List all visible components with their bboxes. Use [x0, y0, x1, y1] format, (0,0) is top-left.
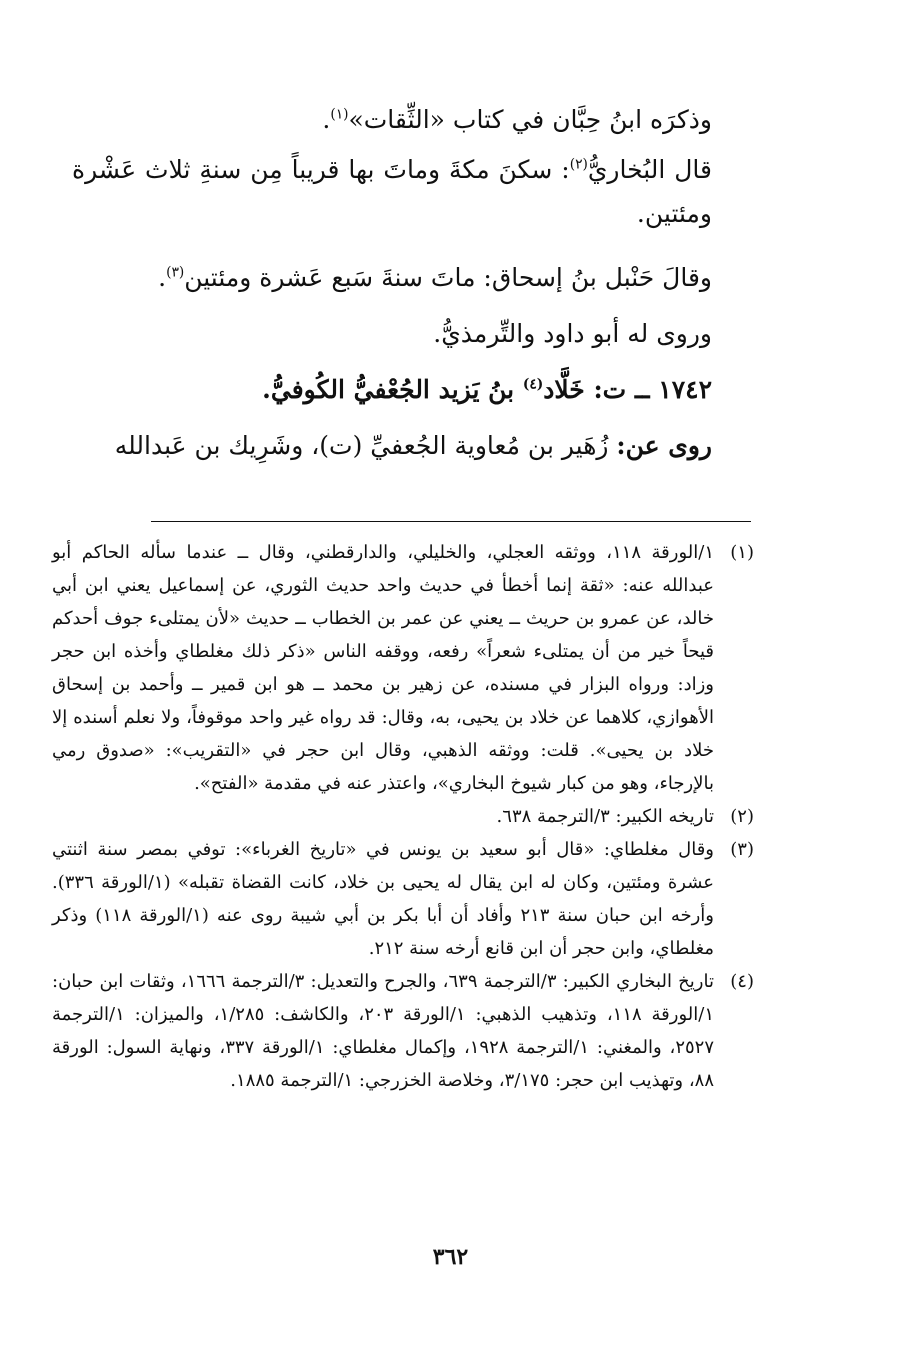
footnote-text: تاريخ البخاري الكبير: ٣/الترجمة ٦٣٩، والجرح والتعديل: ٣/الترجمة ١٦٦٦، وثقات ابن حبان: ١/الورقة ١١٨، وتذهيب الذهبي: ١/الورقة ٢٠٣، والكاشف: ١/٢٨٥، والميزان: ١/الترجمة ٢٥٢٧، والمغني: ١/الترجمة ١٩٢٨، وإكمال مغلطاي: ١/الورقة ٣٣٧، ونهاية السول: الورقة ٨٨، وتهذيب ابن حجر: ٣/١٧٥، وخلاصة الخزرجي: ١/الترجمة ١٨٨٥.	[52, 971, 715, 1091]
footnote-number: (٣)	[730, 839, 754, 860]
footnote-3	[52, 833, 754, 965]
footnote-separator	[151, 521, 751, 522]
footnote-number: (٤)	[730, 971, 754, 992]
footnote-text: تاريخه الكبير: ٣/الترجمة ٦٣٨.	[496, 806, 714, 827]
footnote-ref-1[interactable]: (١)	[330, 106, 349, 123]
footnote-text: وقال مغلطاي: «قال أبو سعيد بن يونس في «تاريخ الغرباء»: توفي بمصر سنة اثنتي عشرة ومئتين، وكان له ابن يقال له يحيى بن خلاد، كانت القضاة تقبله» (١/الورقة ٣٣٦). وأرخه ابن حبان سنة ٢١٣ وأفاد أن أبا بكر بن أبي شيبة روى عنه (١/الورقة ١١٨) وذكر مغلطاي، وابن حجر أن ابن قانع أرخه سنة ٢١٢.	[52, 839, 714, 959]
footnote-1	[52, 536, 754, 800]
paragraph-narrators: وروى له أبو داود والتِّرمذيُّ.	[433, 319, 712, 348]
footnote-ref-3[interactable]: (٣)	[166, 264, 185, 281]
footnotes	[52, 536, 754, 1097]
paragraph-narrated-from: روى عن: زُهَير بن مُعاوية الجُعفيِّ (ت)، وشَرِيك بن عَبدالله	[114, 431, 712, 460]
main-text	[72, 92, 752, 474]
footnote-number: (٢)	[730, 806, 754, 827]
footnote-2	[52, 800, 754, 833]
narrated-from-label: روى عن:	[616, 431, 712, 460]
footnote-text: ١/الورقة ١١٨، ووثقه العجلي، والخليلي، والدارقطني، وقال ــ عندما سأله الحاكم أبو عبدالله عنه: «ثقة إنما أخطأ في حديث واحد حديث الثوري، عن إسماعيل يعني ابن أبي خالد، عن عمرو بن حريث ــ يعني عن عمر بن الخطاب ــ حديث «لأن يمتلىء جوف أحدكم قيحاً خير من أن يمتلىء شعراً» رفعه، ووقفه الناس «ذكر ذلك مغلطاي وأخذه ابن حجر وزاد: ورواه البزار في مسنده، عن زهير بن محمد ــ هو ابن قمير ــ وأحمد بن إسحاق الأهوازي، كلاهما عن خلاد بن يحيى، به، وقال: قد رواه غير واحد موقوفاً، ولا نعلم أسنده إلا خلاد بن يحيى». قلت: ووثقه الذهبي، وقال ابن حجر في «التقريب»: «صدوق رمي بالإرجاء، وهو من كبار شيوخ البخاري»، واعتذر عنه في مقدمة «الفتح».	[52, 542, 714, 794]
footnote-number: (١)	[730, 542, 754, 563]
footnote-ref-4[interactable]: (٤)	[522, 376, 544, 393]
page-number: ٣٦٢	[432, 1244, 469, 1270]
footnote-4	[52, 965, 754, 1097]
paragraph-hanbal: وقالَ حَنْبل بنُ إسحاق: ماتَ سنةَ سَبع عَشرة ومئتين$^{(٣)}$.	[158, 263, 712, 292]
paragraph-bukhari: قال البُخاريُّ$^{(٢)}$: سكنَ مكةَ وماتَ بها قريباً مِن سنةِ ثلاث عَشْرة ومئتين.	[72, 155, 713, 228]
footnote-ref-2[interactable]: (٢)	[569, 156, 588, 173]
entry-heading-khallad: ١٧٤٢ ــ ت: خَلَّاد$^{(٤)}$ بنُ يَزيد الجُعْفيُّ الكُوفيُّ.	[262, 375, 712, 404]
paragraph-ibn-hibban: وذكرَه ابنُ حِبَّان في كتاب «الثِّقات»$^{(١)}$.	[322, 105, 712, 134]
